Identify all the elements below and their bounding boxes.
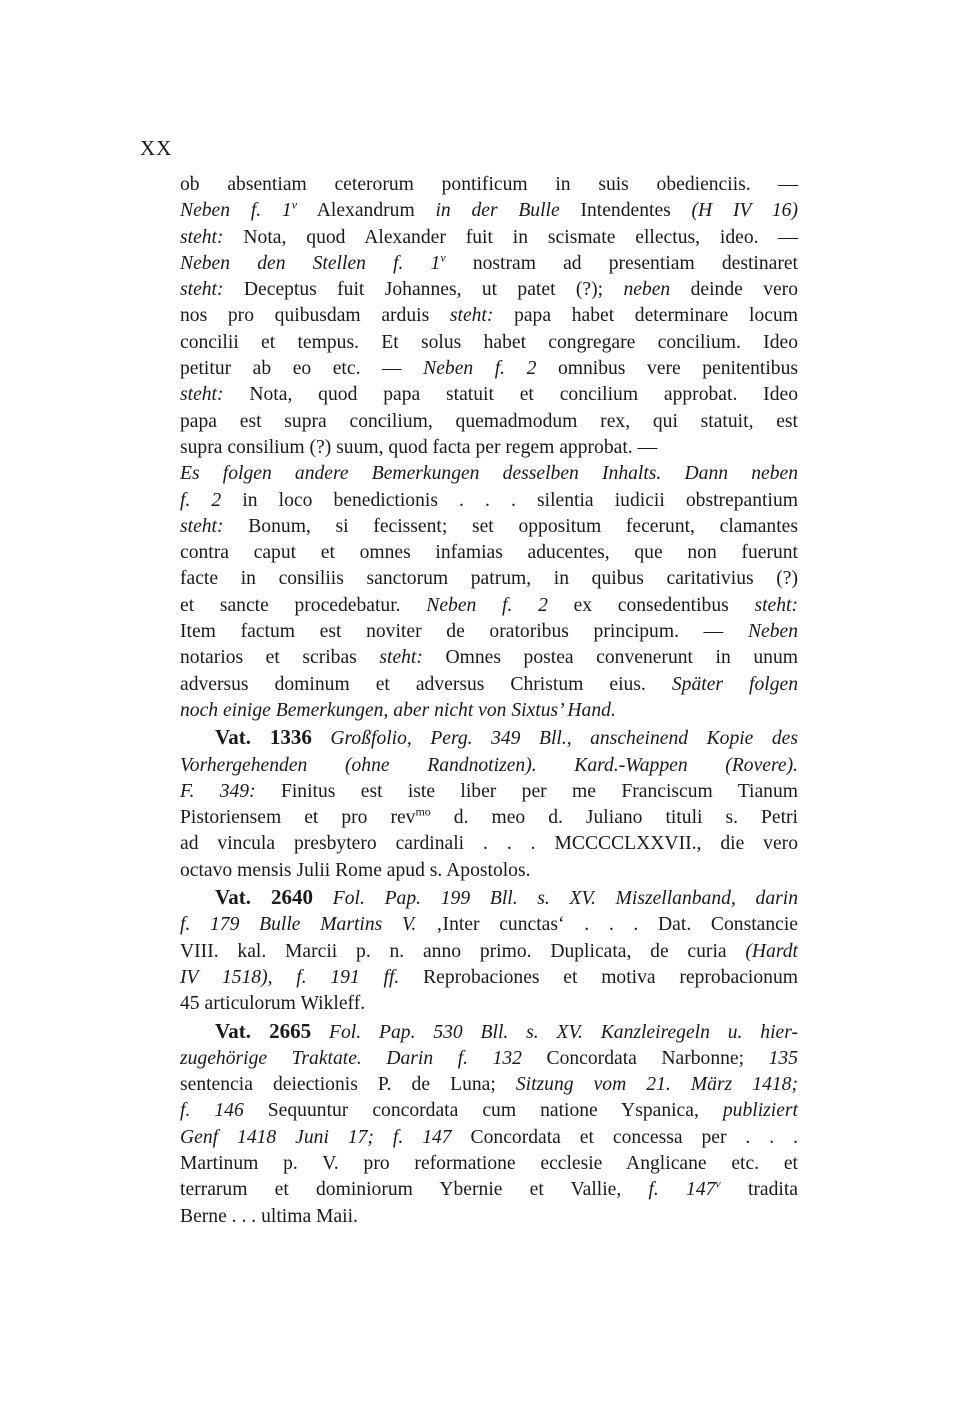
italic-run: steht: — [449, 305, 494, 327]
italic-run: (Hardt — [745, 940, 798, 962]
text-line — [180, 488, 798, 514]
text-run: octavo mensis Julii Rome apud s. Apostolos. — [180, 859, 531, 881]
text-run: supra consilium (?) suum, quod facta per regem approbat. — — [180, 436, 658, 458]
text-run: ob absentiam ceterorum pontificum in suis obedienciis. — — [180, 174, 798, 195]
text-line — [180, 435, 798, 461]
text-run: omnibus vere penitentibus — [536, 358, 798, 380]
text-run: Berne . . . ultima Maii. — [180, 1205, 358, 1227]
italic-run: Sitzung vom 21. März 1418; — [515, 1074, 798, 1096]
text-run: nos pro quibusdam arduis — [180, 305, 450, 327]
text-run: Omnes postea convenerunt in unum — [422, 647, 798, 669]
text-run: adversus dominum et adversus Christum eius. — [180, 673, 672, 695]
superscript-text: v — [715, 1176, 721, 1191]
italic-run: Neben den Stellen f. 1 — [180, 252, 441, 274]
text-run — [313, 888, 333, 909]
text-run: Intendentes — [559, 200, 692, 222]
superscript-text: v — [440, 250, 446, 265]
italic-run: f. 179 Bulle Martins V. — [180, 914, 417, 936]
text-line — [180, 382, 798, 408]
italic-run: Neben f. 2 — [423, 358, 537, 380]
text-line — [180, 858, 798, 884]
italic-run: Fol. Pap. 530 Bll. s. XV. Kanzleiregeln u. hier- — [329, 1021, 798, 1043]
shelfmark: Vat. 2640 — [215, 885, 314, 910]
text-line — [180, 198, 798, 224]
text-line — [180, 991, 798, 1017]
text-line — [180, 303, 798, 329]
italic-run: Es folgen andere Bemerkungen desselben Inhalts. Dann neben — [180, 463, 798, 485]
superscript-text: v — [291, 197, 298, 212]
text-run: deinde vero — [670, 279, 799, 301]
italic-run: Neben f. 1 — [180, 200, 292, 222]
text-line — [180, 514, 798, 540]
text-line — [180, 724, 798, 752]
text-line — [180, 698, 798, 724]
text-run: tradita — [720, 1179, 799, 1201]
text-line — [180, 540, 798, 566]
text-line — [180, 1204, 798, 1230]
italic-run: steht: — [180, 515, 224, 537]
italic-run: IV 1518), f. 191 ff. — [180, 966, 400, 988]
text-run: et sancte procedebatur. — [180, 594, 427, 616]
italic-run: Vorhergehenden (ohne Randnotizen). Kard.-Wappen (Rovere). — [180, 754, 798, 776]
text-line — [180, 884, 798, 912]
italic-run: neben — [623, 279, 671, 301]
text-run: Concordata et concessa per . . . — [451, 1126, 799, 1148]
text-line — [180, 593, 798, 619]
text-line — [180, 1018, 798, 1046]
text-run: petitur ab eo etc. — — [180, 358, 424, 380]
italic-run: F. 349: — [180, 780, 256, 802]
text-line — [180, 753, 798, 779]
text-line — [180, 1151, 798, 1177]
text-run: Finitus est iste liber per me Franciscum Tianum — [255, 780, 798, 802]
shelfmark: Vat. 2665 — [215, 1018, 312, 1043]
text-run: terrarum et dominiorum Ybernie et Vallie, — [180, 1179, 649, 1201]
text-run: Pistoriensem et pro rev — [180, 807, 416, 829]
text-line — [180, 645, 798, 671]
text-run: Reprobaciones et motiva reprobacionum — [399, 966, 798, 988]
text-run: Nota, quod Alexander fuit in scismate ellectus, ideo. — — [223, 226, 798, 248]
italic-run: steht: — [180, 279, 224, 301]
text-run: d. meo d. Juliano tituli s. Petri — [430, 807, 798, 829]
italic-run: in der Bulle — [435, 200, 560, 222]
text-run: ad vincula presbytero cardinali . . . MCCCCLXXVII., die vero — [180, 833, 798, 855]
italic-run: 135 — [768, 1047, 798, 1069]
text-run: papa est supra concilium, quemadmodum rex, qui statuit, est — [180, 410, 798, 432]
superscript: mo — [415, 804, 431, 819]
text-run: Concordata Narbonne; — [521, 1047, 769, 1069]
text-run: Alexandrum — [297, 200, 436, 222]
italic-run: Großfolio, Perg. 349 Bll., anscheinend Kopie des — [330, 728, 798, 750]
italic-run: steht: — [754, 594, 799, 616]
italic-run: Genf 1418 Juni 17; f. 147 — [180, 1126, 452, 1148]
text-run: Sequuntur concordata cum natione Yspanica, — [243, 1100, 723, 1122]
text-run: in loco benedictionis . . . silentia iudicii obstrepantium — [221, 489, 798, 511]
text-line — [180, 619, 798, 645]
italic-run: noch einige Bemerkungen, aber nicht von Sixtus’ Hand. — [180, 699, 616, 721]
text-line — [180, 831, 798, 857]
text-line — [180, 965, 798, 991]
text-run: Bonum, si fecissent; set oppositum fecerunt, clamantes — [223, 515, 798, 537]
italic-run: (H IV 16) — [691, 200, 798, 222]
page-number: XX — [140, 136, 173, 160]
text-run: contra caput et omnes infamias aducentes, que non fuerunt — [180, 542, 798, 564]
text-run: concilii et tempus. Et solus habet congregare concilium. Ideo — [180, 331, 798, 353]
italic-run: publiziert — [722, 1100, 798, 1122]
text-run: 45 articulorum Wikleff. — [180, 993, 366, 1015]
text-body — [180, 172, 798, 1230]
text-line — [180, 1046, 798, 1072]
text-line — [180, 805, 798, 831]
text-line — [180, 277, 798, 303]
text-line — [180, 1125, 798, 1151]
text-run: Martinum p. V. pro reformatione ecclesie Anglicane etc. et — [180, 1152, 798, 1174]
text-run: Item factum est noviter de oratoribus principum. — — [180, 621, 748, 643]
text-line — [180, 409, 798, 435]
italic-run: f. 2 — [180, 489, 222, 511]
text-line — [180, 1098, 798, 1124]
text-line — [180, 912, 798, 938]
italic-run: steht: — [180, 384, 224, 406]
text-line — [180, 251, 798, 277]
text-line — [180, 779, 798, 805]
text-run: nostram ad presentiam destinaret — [445, 252, 798, 274]
text-run: sentencia deiectionis P. de Luna; — [180, 1074, 516, 1096]
text-run: VIII. kal. Marcii p. n. anno primo. Duplicata, de curia — [180, 940, 746, 962]
text-line — [180, 330, 798, 356]
italic-run: Neben — [747, 621, 798, 643]
text-line — [180, 566, 798, 592]
text-line — [180, 356, 798, 382]
italic-run: steht: — [180, 226, 224, 248]
text-run: Nota, quod papa statuit et concilium approbat. Ideo — [223, 384, 798, 406]
text-line — [180, 225, 798, 251]
text-run: papa habet determinare locum — [493, 305, 799, 327]
italic-run: zugehörige Traktate. Darin f. 132 — [180, 1047, 522, 1069]
text-run: ‚Inter cunctas‘ . . . Dat. Constancie — [416, 914, 798, 936]
italic-run: Fol. Pap. 199 Bll. s. XV. Miszellanband, darin — [332, 888, 799, 910]
text-run — [312, 728, 331, 749]
shelfmark: Vat. 1336 — [215, 725, 312, 750]
text-line — [180, 1072, 798, 1098]
italic-run: f. 147 — [648, 1179, 716, 1201]
text-line — [180, 172, 798, 198]
italic-run: steht: — [379, 647, 423, 669]
text-line — [180, 672, 798, 698]
italic-run: Später folgen — [671, 673, 799, 695]
text-run: notarios et scribas — [180, 647, 380, 669]
text-line — [180, 939, 798, 965]
text-run: facte in consiliis sanctorum patrum, in quibus caritativius (?) — [180, 568, 798, 590]
text-line — [180, 461, 798, 487]
italic-run: f. 146 — [180, 1100, 244, 1122]
text-run: ex consedentibus — [547, 594, 755, 616]
italic-run: Neben f. 2 — [426, 594, 548, 616]
text-run: Deceptus fuit Johannes, ut patet (?); — [223, 279, 624, 301]
text-run — [311, 1022, 329, 1043]
text-line — [180, 1177, 798, 1203]
